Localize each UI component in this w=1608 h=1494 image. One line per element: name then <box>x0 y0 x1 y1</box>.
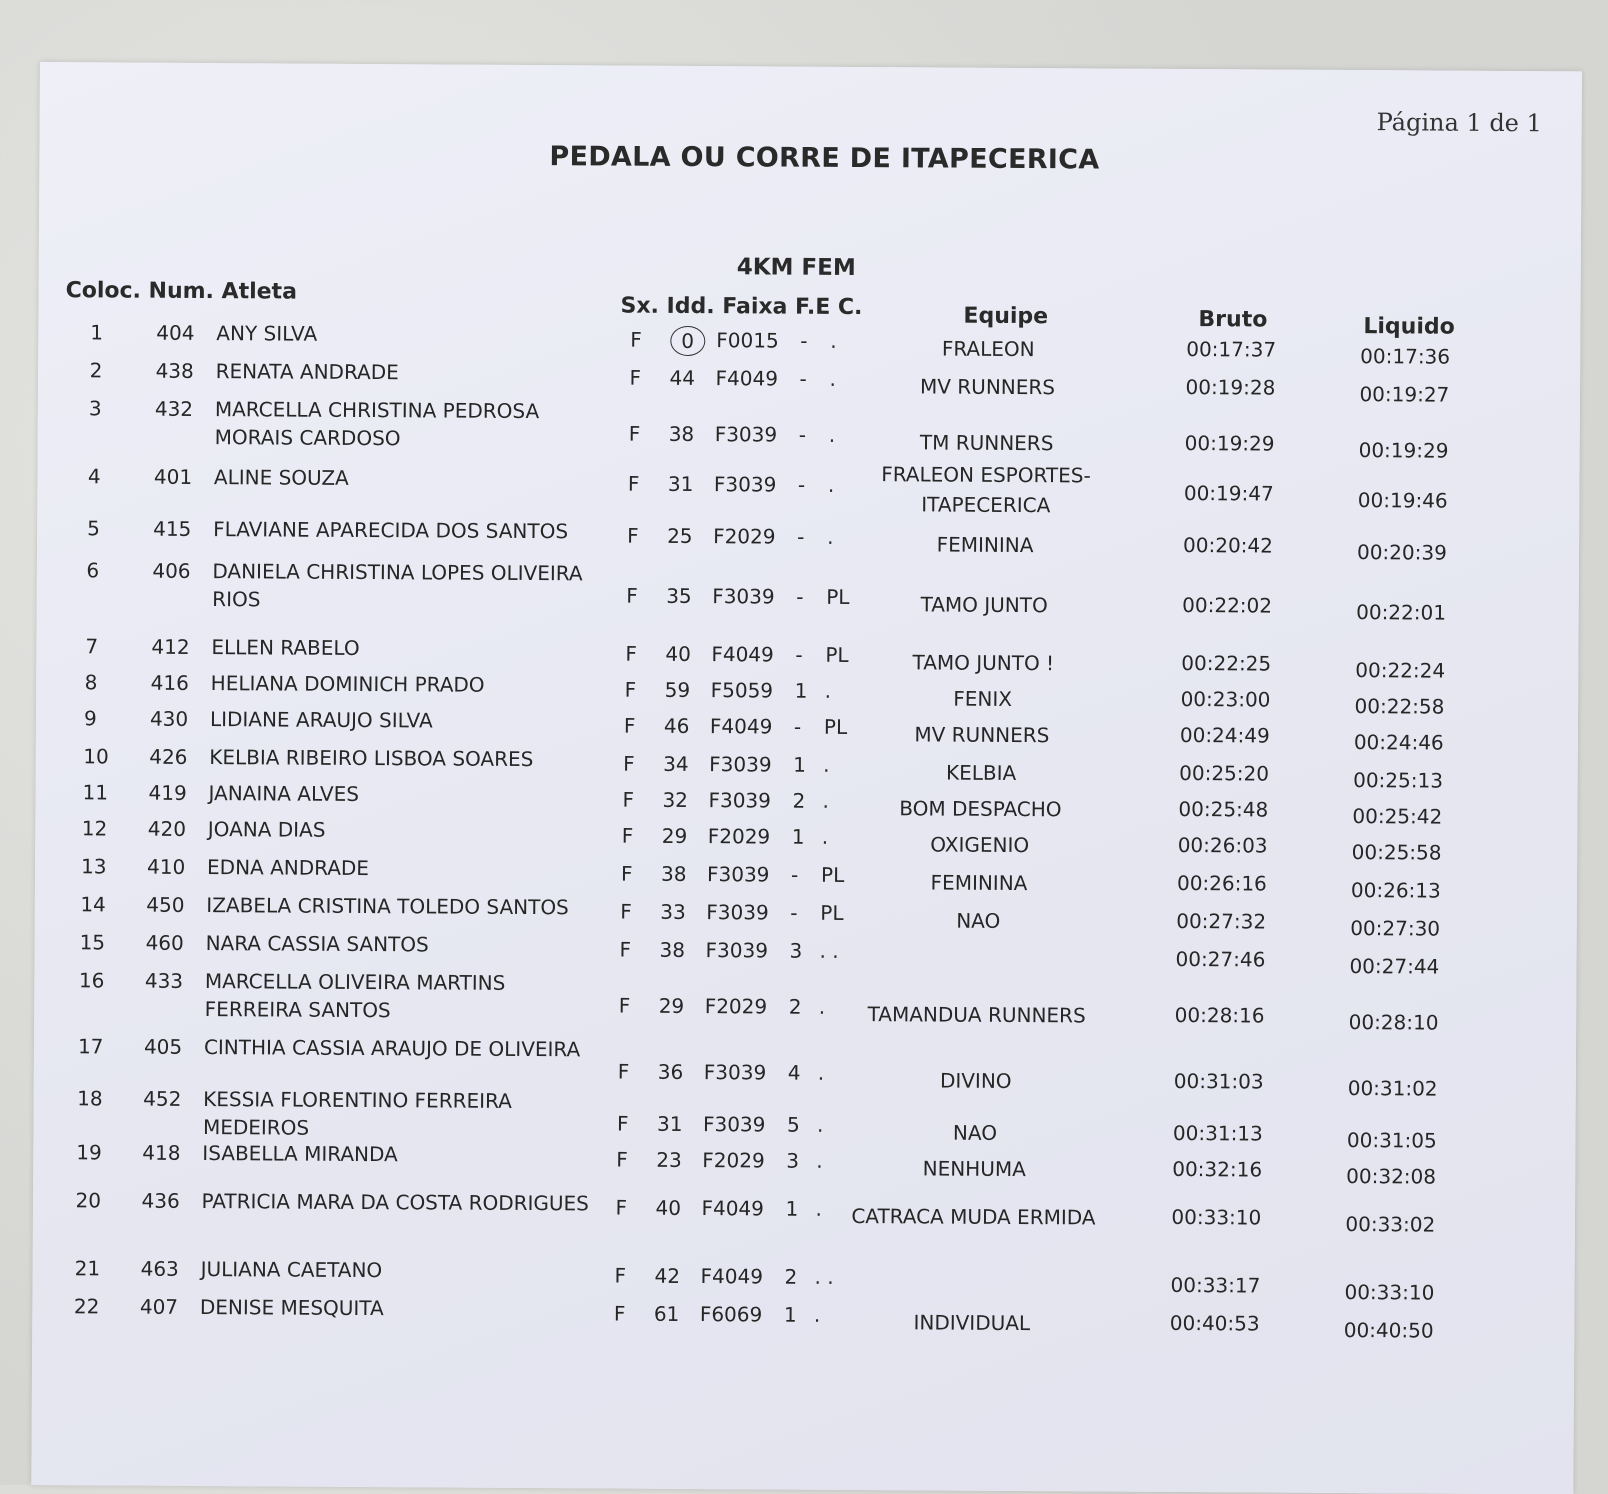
row-atleta: DANIELA CHRISTINA LOPES OLIVEIRA RIOS <box>212 559 583 612</box>
row-num: 404 <box>156 320 195 345</box>
row-idd: 32 <box>662 787 689 812</box>
row-equipe: FEMININA <box>930 870 1028 896</box>
row-sx: F <box>623 713 636 738</box>
row-fe: - <box>793 714 802 739</box>
row-liquido: 00:40:50 <box>1343 1317 1434 1343</box>
row-liquido: 00:25:13 <box>1353 768 1444 793</box>
row-c: . <box>822 788 829 813</box>
row-equipe: BOM DESPACHO <box>899 796 1062 822</box>
row-num: 401 <box>153 464 193 489</box>
row-liquido: 00:32:08 <box>1346 1164 1437 1189</box>
row-equipe: DIVINO <box>939 1068 1012 1093</box>
row-num: 415 <box>153 516 192 541</box>
row-faixa: F4049 <box>709 714 773 739</box>
row-coloc: 21 <box>74 1256 101 1281</box>
row-sx: F <box>630 327 642 352</box>
row-idd: 40 <box>655 1195 682 1220</box>
row-atleta: EDNA ANDRADE <box>207 855 370 881</box>
row-fe: - <box>799 366 807 391</box>
row-equipe: NENHUMA <box>922 1156 1026 1182</box>
row-sx: F <box>628 421 641 446</box>
row-atleta: ISABELLA MIRANDA <box>202 1141 398 1167</box>
row-idd: 46 <box>663 713 690 738</box>
row-c: . <box>824 678 832 703</box>
row-fe: 2 <box>784 1264 798 1289</box>
row-num: 450 <box>146 892 185 917</box>
row-c: . . <box>814 1264 834 1289</box>
row-num: 412 <box>151 634 190 659</box>
row-sx: F <box>623 751 635 776</box>
row-c: . <box>827 472 835 497</box>
row-atleta: JULIANA CAETANO <box>200 1257 383 1283</box>
row-idd: 61 <box>653 1301 680 1326</box>
row-num: 405 <box>143 1034 183 1059</box>
row-bruto: 00:31:13 <box>1172 1120 1263 1146</box>
row-atleta: MARCELLA CHRISTINA PEDROSA MORAIS CARDOSO <box>214 397 540 451</box>
row-equipe: INDIVIDUAL <box>913 1310 1031 1336</box>
row-bruto: 00:33:17 <box>1170 1272 1261 1298</box>
row-liquido: 00:25:42 <box>1352 804 1443 829</box>
row-sx: F <box>618 993 631 1018</box>
row-faixa: F2029 <box>702 1148 765 1173</box>
row-sx: F <box>615 1195 628 1220</box>
row-fe: 1 <box>785 1196 799 1221</box>
row-c: PL <box>820 862 845 887</box>
row-coloc: 12 <box>81 816 108 841</box>
row-idd: 38 <box>660 861 687 886</box>
row-bruto: 00:22:25 <box>1181 650 1272 676</box>
row-c: PL <box>820 900 844 925</box>
row-liquido: 00:19:46 <box>1357 488 1448 513</box>
row-idd: 0 <box>670 326 705 356</box>
row-bruto: 00:25:48 <box>1178 796 1269 822</box>
row-c: . <box>828 422 836 447</box>
row-faixa: F0015 <box>716 328 779 353</box>
row-c: . <box>817 1060 825 1085</box>
row-idd: 25 <box>667 523 693 548</box>
row-num: 430 <box>149 706 189 731</box>
row-liquido: 00:19:27 <box>1359 382 1450 407</box>
row-sx: F <box>621 823 634 848</box>
row-faixa: F4049 <box>715 366 779 391</box>
row-faixa: F2029 <box>707 824 771 849</box>
header-liquido: Liquido <box>1363 314 1455 340</box>
row-equipe: TAMO JUNTO ! <box>912 650 1055 676</box>
row-liquido: 00:19:29 <box>1358 438 1449 463</box>
row-num: 419 <box>148 780 187 805</box>
row-atleta: ANY SILVA <box>216 321 318 346</box>
row-fe: 1 <box>783 1302 797 1327</box>
row-c: PL <box>825 642 849 667</box>
row-bruto: 00:31:03 <box>1173 1068 1264 1094</box>
page-number: Página 1 de 1 <box>1376 108 1542 138</box>
row-sx: F <box>624 677 637 702</box>
row-bruto: 00:22:02 <box>1182 592 1273 618</box>
row-idd: 38 <box>668 421 695 447</box>
row-coloc: 13 <box>81 854 107 879</box>
row-coloc: 22 <box>73 1294 100 1319</box>
row-fe: - <box>790 862 799 887</box>
row-equipe: NAO <box>952 1120 998 1145</box>
row-atleta: HELIANA DOMINICH PRADO <box>210 671 485 697</box>
row-c: PL <box>826 584 850 609</box>
row-faixa: F3039 <box>712 584 775 609</box>
row-bruto: 00:20:42 <box>1182 532 1273 558</box>
row-equipe: OXIGENIO <box>930 832 1030 858</box>
row-fe: 2 <box>788 994 802 1019</box>
row-equipe: CATRACA MUDA ERMIDA <box>851 1203 1096 1230</box>
row-fe: - <box>796 584 804 609</box>
row-liquido: 00:22:24 <box>1355 658 1446 683</box>
results-table <box>31 62 1582 1494</box>
row-equipe: FENIX <box>953 686 1013 711</box>
row-num: 433 <box>144 968 184 993</box>
row-num: 436 <box>141 1188 180 1213</box>
row-num: 407 <box>139 1294 179 1319</box>
row-coloc: 15 <box>79 930 106 955</box>
row-atleta: PATRICIA MARA DA COSTA RODRIGUES <box>201 1189 590 1216</box>
row-atleta: JOANA DIAS <box>207 817 326 842</box>
row-faixa: F4049 <box>701 1196 764 1221</box>
row-fe: 1 <box>794 678 808 703</box>
row-liquido: 00:26:13 <box>1350 878 1441 903</box>
header-sx-idd-faixa: Sx. Idd. Faixa F.E C. <box>620 293 863 321</box>
row-c: . . <box>819 938 839 963</box>
row-fe: 3 <box>786 1148 800 1173</box>
row-liquido: 00:25:58 <box>1351 840 1442 865</box>
row-idd: 59 <box>664 677 691 702</box>
row-atleta: MARCELLA OLIVEIRA MARTINS FERREIRA SANTOS <box>204 969 506 1023</box>
row-liquido: 00:28:10 <box>1348 1010 1439 1035</box>
row-num: 418 <box>142 1140 181 1165</box>
row-idd: 34 <box>663 751 689 776</box>
row-fe: 5 <box>786 1112 800 1137</box>
row-liquido: 00:31:05 <box>1346 1128 1437 1153</box>
row-num: 426 <box>149 744 188 769</box>
row-coloc: 19 <box>76 1140 102 1165</box>
row-coloc: 1 <box>90 320 104 345</box>
row-liquido: 00:22:58 <box>1354 694 1445 719</box>
row-coloc: 4 <box>87 464 101 489</box>
row-liquido: 00:20:39 <box>1356 540 1447 565</box>
row-equipe <box>843 1269 1103 1271</box>
row-bruto: 00:26:03 <box>1177 832 1268 858</box>
row-coloc: 5 <box>87 516 100 541</box>
row-faixa: F3039 <box>714 422 778 447</box>
row-liquido: 00:27:44 <box>1349 954 1440 979</box>
row-fe: 2 <box>792 788 806 813</box>
row-sx: F <box>619 937 632 962</box>
row-equipe: FRALEON <box>941 336 1035 362</box>
row-idd: 33 <box>660 899 686 924</box>
row-coloc: 3 <box>88 396 102 421</box>
row-num: 420 <box>147 816 187 841</box>
row-atleta: IZABELA CRISTINA TOLEDO SANTOS <box>206 893 569 920</box>
row-bruto: 00:32:16 <box>1172 1156 1263 1182</box>
row-bruto: 00:19:28 <box>1185 375 1276 400</box>
row-equipe: NAO <box>956 908 1001 933</box>
row-faixa: F3039 <box>708 788 771 813</box>
row-bruto: 00:26:16 <box>1176 870 1267 896</box>
row-bruto: 00:19:29 <box>1184 430 1275 456</box>
row-atleta: CINTHIA CASSIA ARAUJO DE OLIVEIRA <box>203 1035 581 1062</box>
row-fe: - <box>790 900 798 925</box>
row-coloc: 10 <box>83 744 109 769</box>
row-c: . <box>823 752 830 777</box>
results-sheet <box>31 62 1582 1494</box>
row-c: . <box>821 824 829 849</box>
row-fe: - <box>798 422 807 447</box>
row-atleta: KESSIA FLORENTINO FERREIRA MEDEIROS <box>202 1087 512 1140</box>
row-liquido: 00:33:10 <box>1344 1279 1435 1305</box>
row-fe: 1 <box>791 824 805 849</box>
row-sx: F <box>627 471 640 496</box>
row-idd: 40 <box>665 641 691 666</box>
header-coloc-num-atleta: Coloc. Num. Atleta <box>65 278 298 305</box>
row-sx: F <box>629 365 642 390</box>
row-fe: - <box>795 642 803 667</box>
row-faixa: F4049 <box>700 1264 764 1289</box>
row-idd: 35 <box>666 583 692 608</box>
row-faixa: F3039 <box>709 752 772 777</box>
row-bruto: 00:27:46 <box>1175 946 1266 972</box>
header-equipe: Equipe <box>963 303 1049 330</box>
row-idd: 38 <box>659 937 686 962</box>
row-bruto: 00:28:16 <box>1174 1002 1265 1028</box>
row-liquido: 00:27:30 <box>1350 916 1441 941</box>
row-coloc: 8 <box>84 670 98 695</box>
row-atleta: RENATA ANDRADE <box>215 359 399 385</box>
row-equipe <box>848 943 1108 945</box>
row-atleta: ALINE SOUZA <box>213 465 349 490</box>
row-sx: F <box>613 1301 626 1326</box>
row-faixa: F2029 <box>704 994 768 1019</box>
row-fe: 3 <box>789 938 803 963</box>
row-c: . <box>815 1196 822 1221</box>
row-sx: F <box>626 583 638 608</box>
row-c: . <box>829 366 837 391</box>
row-c: . <box>816 1148 823 1173</box>
row-c: PL <box>823 714 848 739</box>
row-atleta: NARA CASSIA SANTOS <box>205 931 429 957</box>
row-idd: 42 <box>654 1263 681 1288</box>
row-equipe: KELBIA <box>945 760 1017 785</box>
row-coloc: 9 <box>83 706 97 731</box>
row-num: 432 <box>154 396 194 421</box>
row-atleta: FLAVIANE APARECIDA DOS SANTOS <box>213 517 569 544</box>
row-bruto: 00:33:10 <box>1171 1204 1262 1230</box>
row-sx: F <box>616 1111 629 1136</box>
row-faixa: F5059 <box>710 678 774 703</box>
row-c: . <box>813 1302 821 1327</box>
row-equipe: TAMO JUNTO <box>920 592 1048 618</box>
row-idd: 29 <box>658 993 685 1018</box>
row-coloc: 14 <box>80 892 106 917</box>
row-c: . <box>816 1112 824 1137</box>
row-bruto: 00:19:47 <box>1183 480 1274 506</box>
row-c: . <box>818 994 826 1019</box>
row-idd: 31 <box>667 471 694 496</box>
row-bruto: 00:40:53 <box>1169 1310 1260 1336</box>
row-bruto: 00:24:49 <box>1179 722 1270 748</box>
row-fe: - <box>797 524 805 549</box>
row-faixa: F4049 <box>711 642 774 667</box>
row-coloc: 20 <box>75 1188 102 1213</box>
row-sx: F <box>614 1263 627 1288</box>
row-fe: 4 <box>787 1060 801 1085</box>
row-idd: 31 <box>656 1111 683 1136</box>
row-coloc: 2 <box>89 358 103 383</box>
row-sx: F <box>627 523 639 548</box>
row-equipe: FRALEON ESPORTES-ITAPECERICA <box>881 462 1091 518</box>
row-faixa: F3039 <box>706 862 770 887</box>
row-equipe: TAMANDUA RUNNERS <box>867 1002 1086 1028</box>
row-coloc: 7 <box>85 634 99 659</box>
row-c: . <box>830 328 837 353</box>
header-bruto: Bruto <box>1198 307 1268 333</box>
row-sx: F <box>616 1147 628 1172</box>
row-idd: 36 <box>657 1059 684 1084</box>
row-liquido: 00:24:46 <box>1353 730 1444 755</box>
row-c: . <box>827 524 834 549</box>
row-bruto: 00:25:20 <box>1179 760 1270 786</box>
row-liquido: 00:22:01 <box>1356 600 1447 625</box>
row-coloc: 18 <box>77 1086 103 1111</box>
row-equipe: TM RUNNERS <box>919 430 1054 456</box>
row-coloc: 16 <box>78 968 105 993</box>
row-equipe: MV RUNNERS <box>919 374 1056 400</box>
row-bruto: 00:17:37 <box>1186 337 1277 362</box>
row-sx: F <box>620 899 632 924</box>
row-idd: 44 <box>669 365 696 391</box>
row-atleta: JANAINA ALVES <box>208 781 360 806</box>
row-sx: F <box>625 641 637 666</box>
row-liquido: 00:31:02 <box>1347 1076 1438 1101</box>
row-faixa: F3039 <box>713 472 777 497</box>
category-title: 4KM FEM <box>736 254 856 281</box>
row-sx: F <box>622 787 635 812</box>
row-liquido: 00:17:36 <box>1360 344 1451 369</box>
row-fe: - <box>797 472 806 497</box>
row-coloc: 17 <box>77 1034 104 1059</box>
row-num: 406 <box>152 558 191 583</box>
row-fe: 1 <box>793 752 807 777</box>
row-faixa: F3039 <box>706 900 769 925</box>
row-coloc: 11 <box>82 780 109 805</box>
row-atleta: DENISE MESQUITA <box>199 1295 384 1321</box>
row-atleta: ELLEN RABELO <box>211 635 360 660</box>
row-faixa: F6069 <box>699 1302 763 1327</box>
row-liquido: 00:33:02 <box>1345 1211 1436 1237</box>
row-coloc: 6 <box>86 558 100 583</box>
row-fe: - <box>800 328 808 353</box>
row-num: 410 <box>147 854 186 879</box>
row-faixa: F3039 <box>702 1112 766 1137</box>
row-num: 438 <box>155 358 194 383</box>
row-equipe: MV RUNNERS <box>914 722 1050 748</box>
row-sx: F <box>617 1059 630 1084</box>
row-atleta: LIDIANE ARAUJO SILVA <box>209 707 433 733</box>
row-idd: 23 <box>656 1147 682 1172</box>
row-faixa: F3039 <box>703 1060 767 1085</box>
row-sx: F <box>620 861 633 886</box>
page-title: PEDALA OU CORRE DE ITAPECERICA <box>549 141 1100 176</box>
row-atleta: KELBIA RIBEIRO LISBOA SOARES <box>209 745 534 772</box>
row-num: 460 <box>145 930 184 955</box>
row-bruto: 00:23:00 <box>1180 686 1271 712</box>
row-num: 452 <box>143 1086 182 1111</box>
row-num: 463 <box>140 1256 179 1281</box>
row-num: 416 <box>150 670 189 695</box>
row-equipe: FEMININA <box>936 532 1034 558</box>
row-faixa: F3039 <box>705 938 769 963</box>
row-bruto: 00:27:32 <box>1176 908 1267 934</box>
row-idd: 29 <box>661 823 688 848</box>
row-faixa: F2029 <box>713 524 776 549</box>
